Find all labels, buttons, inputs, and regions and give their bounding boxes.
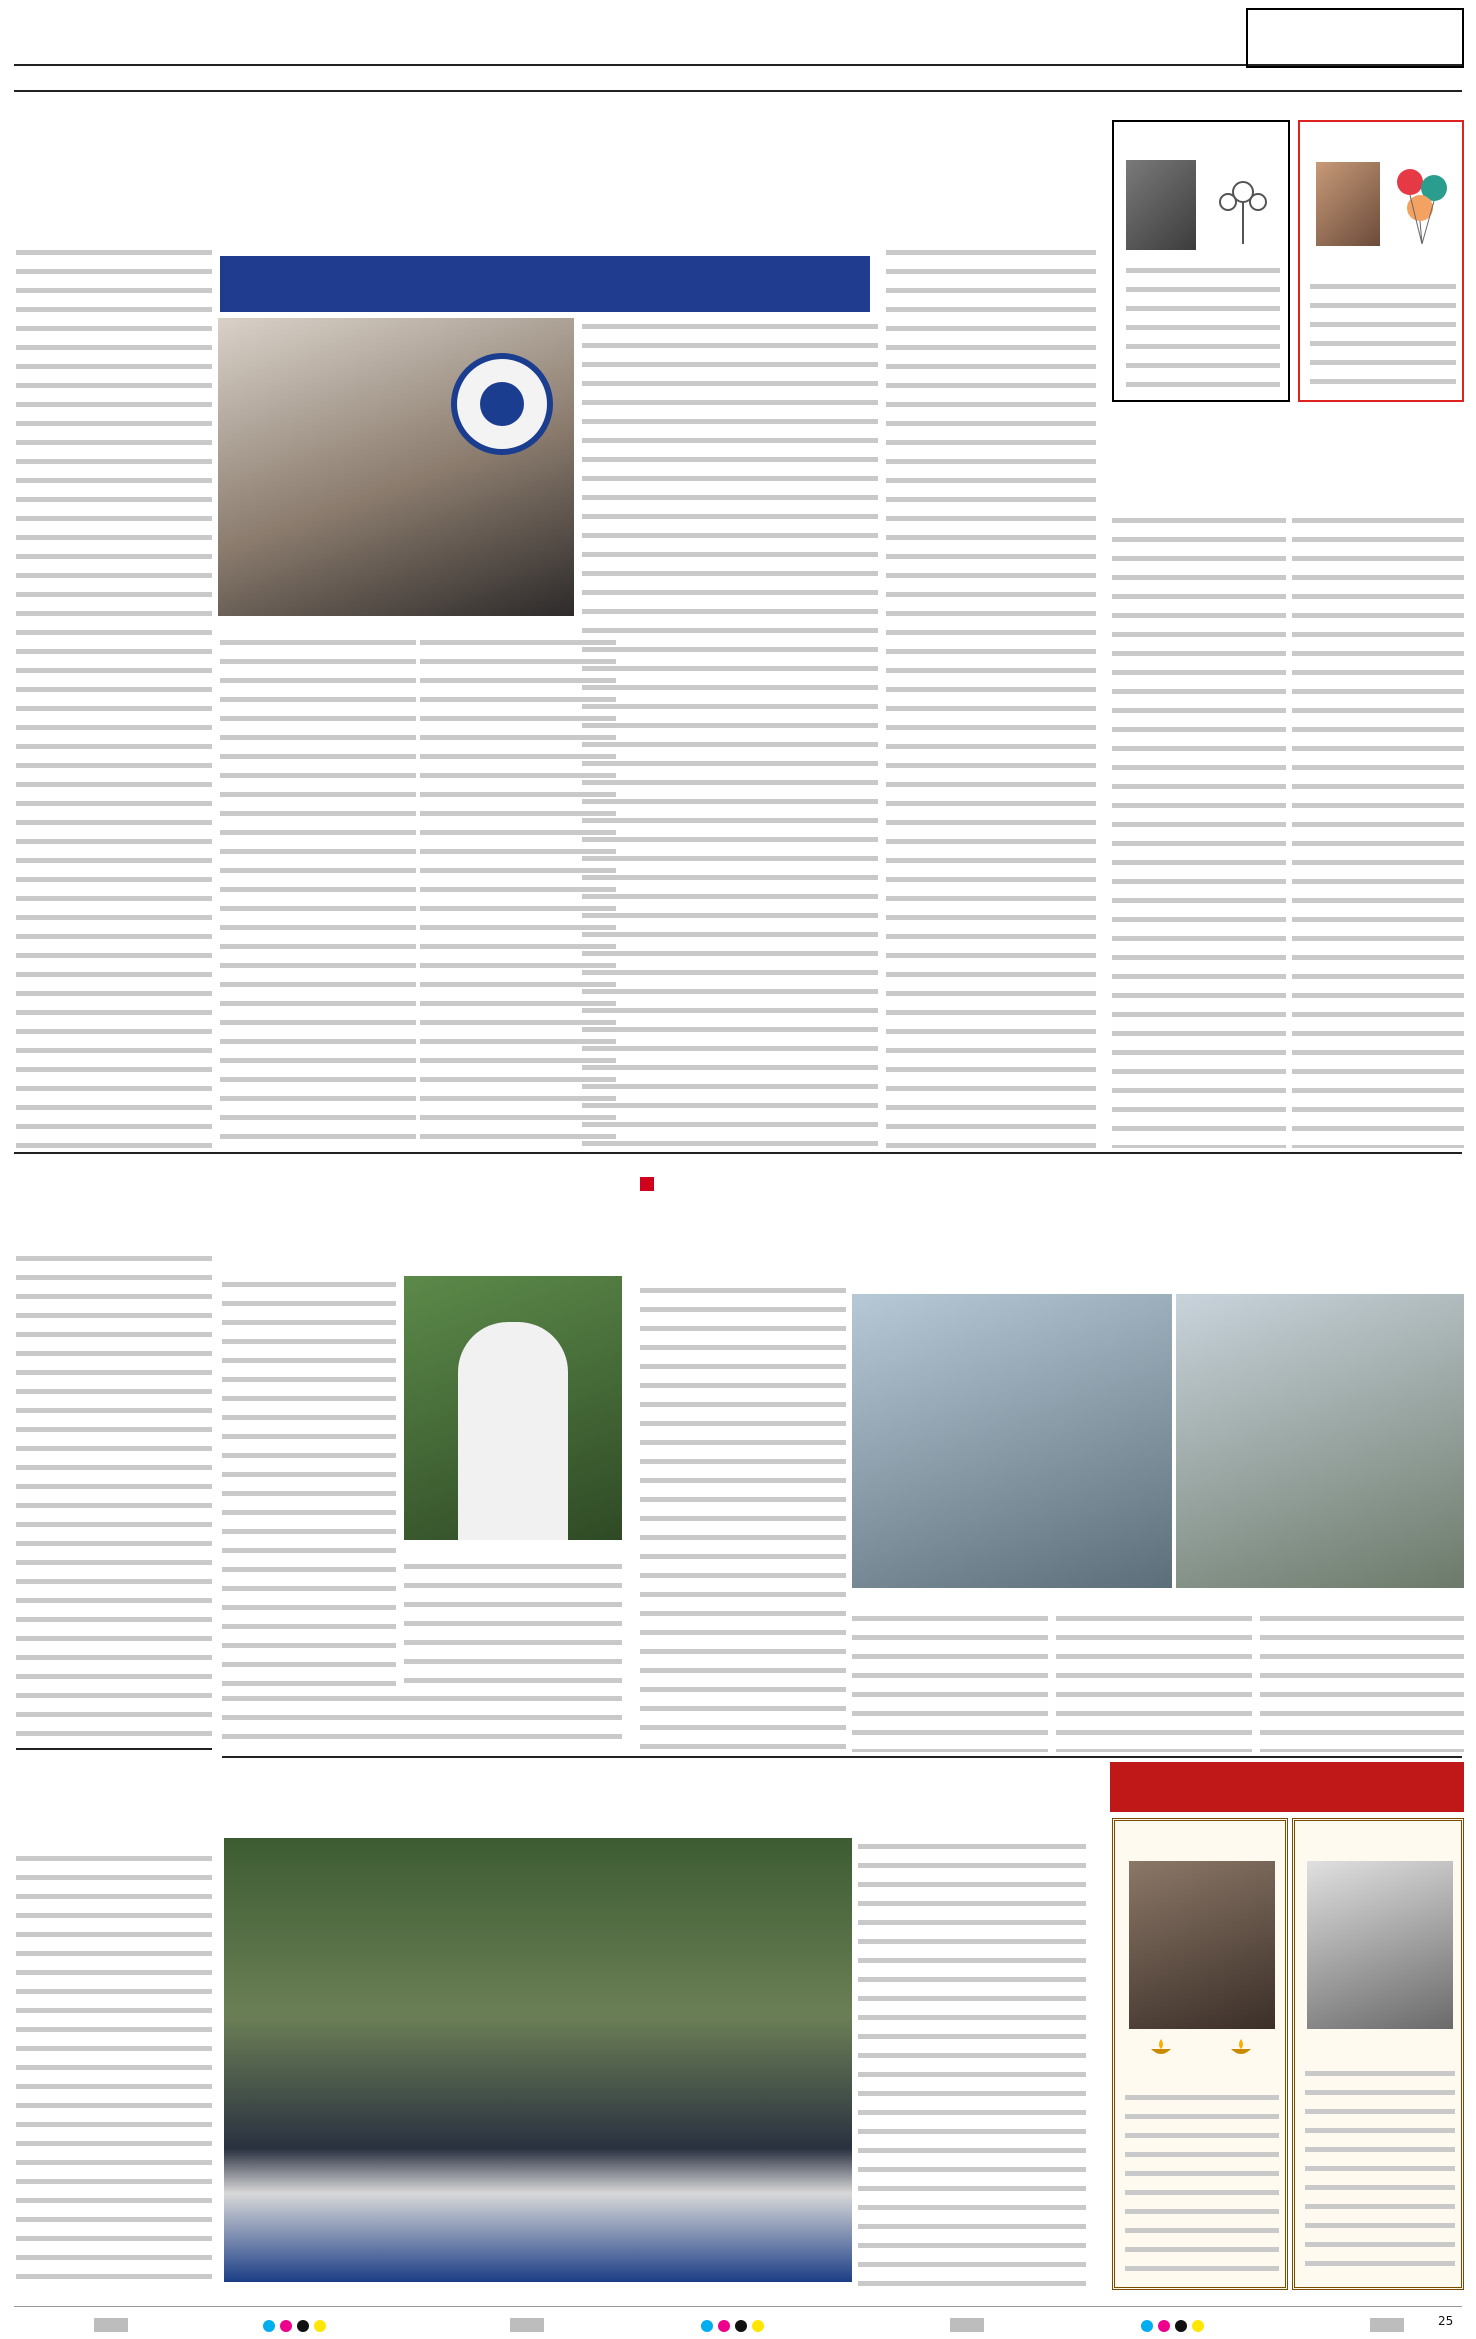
diya-icon <box>1141 2035 1261 2059</box>
color-registration-dots <box>1140 2318 1210 2332</box>
side-story-column-1 <box>1112 512 1286 1148</box>
bcci-logo <box>450 352 554 456</box>
football-photo-2 <box>1176 1294 1464 1588</box>
lead-column-4 <box>582 318 878 1148</box>
color-registration-dots <box>700 2318 770 2332</box>
football-headline <box>640 1204 1462 1276</box>
footer-page-number: 25 <box>1438 2314 1454 2328</box>
ashes-headline <box>222 1158 622 1270</box>
lead-column-2 <box>220 634 416 1148</box>
birthday-ad <box>1298 120 1464 402</box>
lead-kicker <box>220 256 870 312</box>
bullet-icon <box>640 1177 654 1191</box>
birthday-ad-text <box>1310 278 1456 394</box>
lead-column-1 <box>16 244 212 1148</box>
williamson-photo <box>224 1838 852 2282</box>
football-column-1 <box>640 1282 846 1752</box>
player-figure <box>458 1322 568 1540</box>
williamson-column-1 <box>858 1838 1086 2292</box>
obituary-right-text <box>1305 2065 1455 2279</box>
anniversary-ad-text <box>1126 262 1280 394</box>
lead-column-5 <box>886 244 1096 1148</box>
football-kicker <box>640 1164 1460 1204</box>
ashes-column-3 <box>222 1690 622 1752</box>
obituary-left-photo <box>1129 1861 1275 2029</box>
registration-mark <box>94 2318 128 2332</box>
serena-column <box>16 1850 212 2290</box>
ad-portrait-photo <box>1126 160 1196 250</box>
side-story-headline <box>1112 408 1464 504</box>
lead-headline <box>14 98 1090 228</box>
tokyo-headline <box>16 1158 212 1242</box>
registration-mark <box>510 2318 544 2332</box>
color-registration-dots <box>262 2318 332 2332</box>
page-section-box <box>1246 8 1464 68</box>
football-column-4 <box>1260 1610 1464 1752</box>
anniversary-ad <box>1112 120 1290 402</box>
ashes-column-1 <box>222 1276 396 1690</box>
football-column-3 <box>1056 1610 1252 1752</box>
birthday-child-photo <box>1316 162 1380 246</box>
balloons-icon <box>1392 162 1452 246</box>
football-photo-1 <box>852 1294 1172 1588</box>
obituary-right-photo <box>1307 1861 1453 2029</box>
serena-headline <box>16 1758 212 1842</box>
registration-mark <box>1370 2318 1404 2332</box>
side-story-column-2 <box>1292 512 1464 1148</box>
tokyo-column <box>16 1250 212 1740</box>
ashes-photo <box>404 1276 622 1540</box>
masthead-logo <box>18 6 208 54</box>
obituary-left-text <box>1125 2089 1279 2279</box>
ashes-column-2 <box>404 1558 622 1690</box>
registration-mark <box>950 2318 984 2332</box>
obituary-right <box>1292 1818 1464 2290</box>
flower-illustration <box>1210 170 1276 246</box>
obituary-left <box>1112 1818 1288 2290</box>
williamson-headline <box>222 1762 1084 1826</box>
football-column-2 <box>852 1610 1048 1752</box>
memorial-banner <box>1110 1762 1464 1812</box>
lead-photo <box>218 318 574 616</box>
